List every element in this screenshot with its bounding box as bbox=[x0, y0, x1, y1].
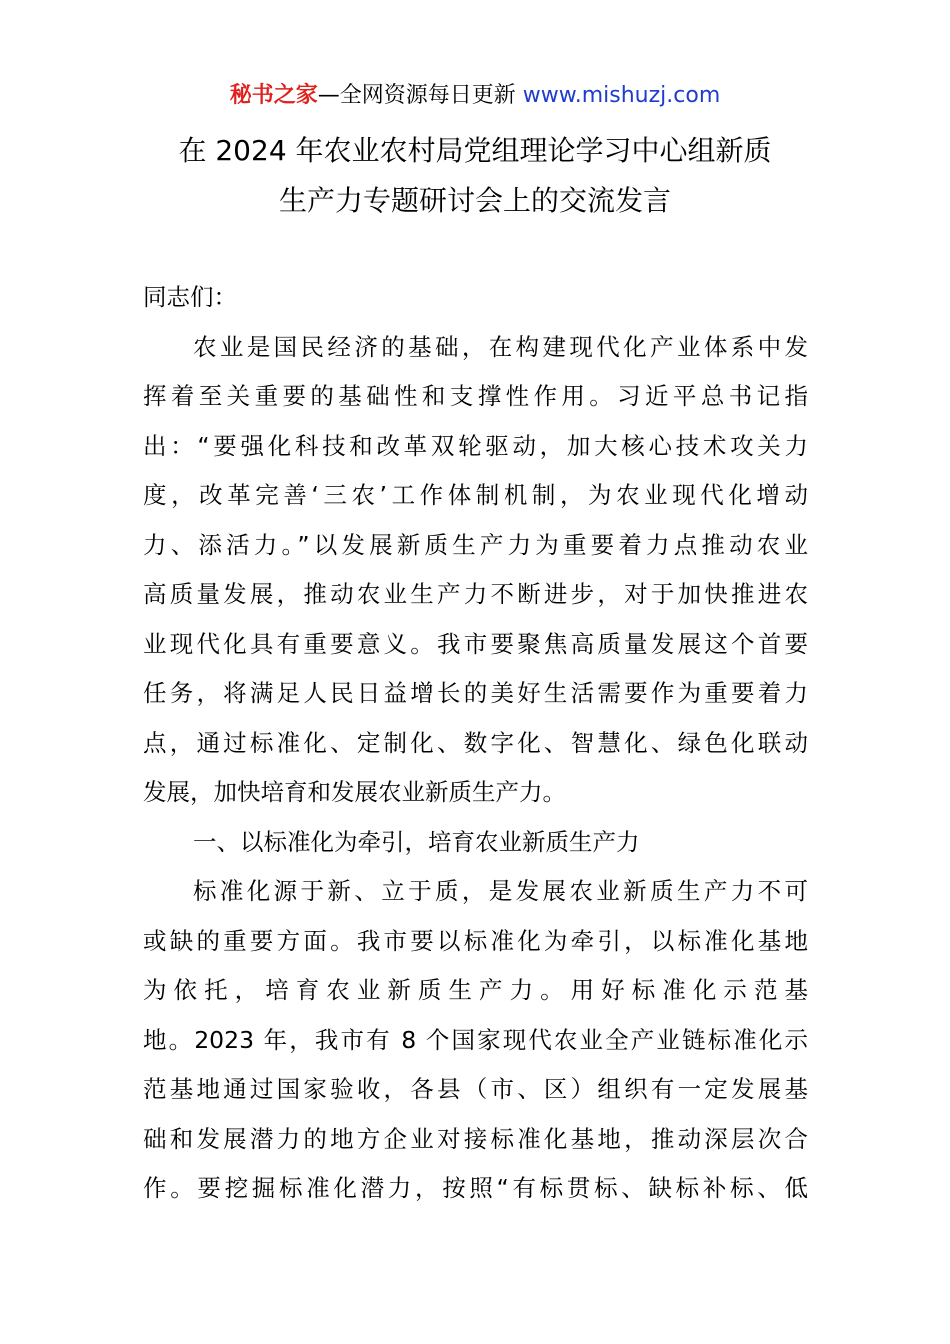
paragraph-line: 挥着至关重要的基础性和支撑性作用。习近平总书记指 bbox=[143, 382, 808, 410]
paragraph-line: 地。2023 年，我市有 8 个国家现代农业全产业链标准化示 bbox=[143, 1025, 808, 1054]
paragraph-line: 或缺的重要方面。我市要以标准化为牵引，以标准化基地 bbox=[143, 926, 808, 955]
paragraph-line: 农业是国民经济的基础，在构建现代化产业体系中发 bbox=[193, 332, 808, 361]
paragraph-line: 标准化源于新、立于质，是发展农业新质生产力不可 bbox=[193, 877, 808, 905]
paragraph-line: 力、添活力。”以发展新质生产力为重要着力点推动农业 bbox=[143, 530, 808, 559]
paragraph-line: 为依托，培育农业新质生产力。用好标准化示范基 bbox=[143, 976, 808, 1004]
header-tagline: —全网资源每日更新 bbox=[317, 83, 523, 108]
paragraph-line: 础和发展潜力的地方企业对接标准化基地，推动深层次合 bbox=[143, 1124, 808, 1153]
document-title bbox=[140, 126, 810, 226]
paragraph-line: 任务，将满足人民日益增长的美好生活需要作为重要着力 bbox=[143, 679, 808, 707]
salutation: 同志们： bbox=[143, 283, 237, 311]
paragraph-line: 高质量发展，推动农业生产力不断进步，对于加快推进农 bbox=[143, 580, 808, 608]
paragraph-line: 发展，加快培育和发展农业新质生产力。 bbox=[143, 778, 566, 806]
paragraph-line: 业现代化具有重要意义。我市要聚焦高质量发展这个首要 bbox=[143, 629, 808, 658]
title-line: 在 2024 年农业农村局党组理论学习中心组新质 bbox=[178, 134, 772, 167]
title-line: 生产力专题研讨会上的交流发言 bbox=[278, 184, 671, 217]
site-header bbox=[0, 80, 950, 112]
paragraph-line: 出：“要强化科技和改革双轮驱动，加大核心技术攻关力 bbox=[143, 431, 808, 460]
document-body bbox=[143, 273, 808, 1214]
site-url[interactable]: www.mishuzj.com bbox=[522, 83, 721, 108]
brand-name: 秘书之家 bbox=[229, 83, 318, 108]
paragraph-line: 度，改革完善‘三农’工作体制机制，为农业现代化增动 bbox=[143, 481, 808, 509]
paragraph-line: 作。要挖掘标准化潜力，按照“有标贯标、缺标补标、低 bbox=[143, 1174, 808, 1202]
paragraph-line: 范基地通过国家验收，各县（市、区）组织有一定发展基 bbox=[143, 1075, 808, 1103]
section-heading: 一、以标准化为牵引，培育农业新质生产力 bbox=[193, 827, 640, 856]
paragraph-line: 点，通过标准化、定制化、数字化、智慧化、绿色化联动 bbox=[143, 728, 808, 757]
